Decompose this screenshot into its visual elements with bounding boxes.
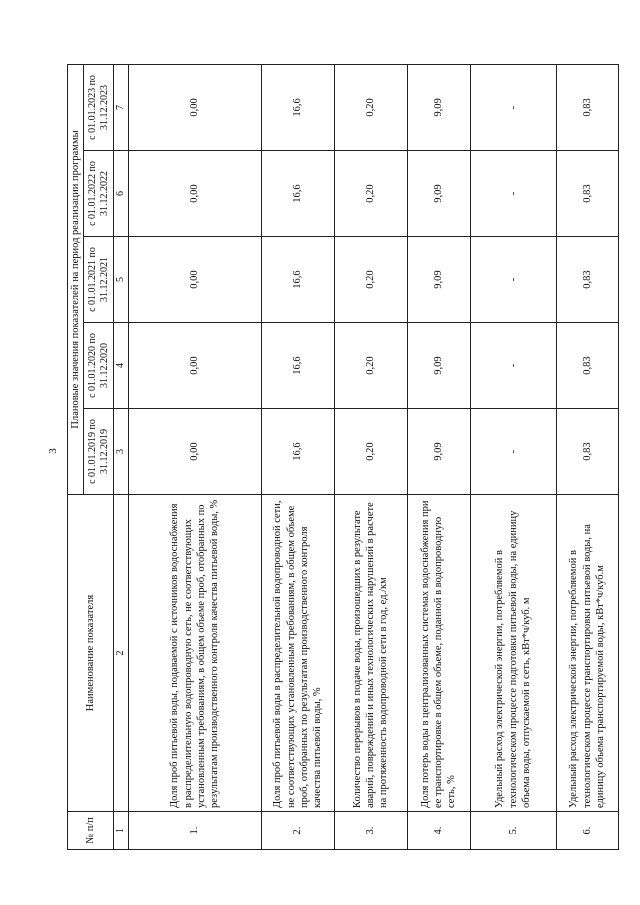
value-cell: 9,09 <box>407 323 470 409</box>
value-cell: 0,83 <box>556 151 618 237</box>
value-cell: 0,00 <box>128 409 261 495</box>
index-cell: 2 <box>114 495 129 812</box>
value-cell: 0,00 <box>128 64 261 150</box>
table-row <box>556 64 618 849</box>
row-number: 4. <box>407 812 470 850</box>
row-number: 3. <box>334 812 407 850</box>
value-cell: 16,6 <box>261 323 334 409</box>
row-number: 5. <box>470 812 556 850</box>
page-number: 3 <box>46 448 59 454</box>
value-cell: - <box>470 151 556 237</box>
period-header: с 01.01.2019 по 31.12.2019 <box>84 409 114 495</box>
value-cell: 0,83 <box>556 323 618 409</box>
value-cell: 0,83 <box>556 64 618 150</box>
indicator-name: Доля проб питьевой воды в распределительной водопроводной сети, не соответствующих установленным требованиям, в общем объеме проб, отобранных по результатам производственного контроля качества питьевой воды, % <box>261 495 334 812</box>
value-cell: 9,09 <box>407 237 470 323</box>
value-cell: 16,6 <box>261 409 334 495</box>
value-cell: - <box>470 409 556 495</box>
value-cell: 9,09 <box>407 151 470 237</box>
value-cell: - <box>470 64 556 150</box>
value-cell: 0,83 <box>556 409 618 495</box>
indicator-name: Доля проб питьевой воды, подаваемой с источников водоснабжения в распределительную водопроводную сеть, не соответствующих установленным требованиям, в общем объеме проб, отобранных по результатам производственного контроля качества питьевой воды, % <box>128 495 261 812</box>
period-header: с 01.01.2022 по 31.12.2022 <box>84 151 114 237</box>
indicators-table <box>67 64 619 850</box>
period-header: с 01.01.2020 по 31.12.2020 <box>84 323 114 409</box>
value-cell: 16,6 <box>261 237 334 323</box>
indicator-name: Доля потерь воды в централизованных системах водоснабжения при ее транспортировке в общем объеме, поданной в водопроводную сеть, % <box>407 495 470 812</box>
index-cell: 5 <box>114 237 129 323</box>
value-cell: 0,00 <box>128 323 261 409</box>
index-cell: 3 <box>114 409 129 495</box>
indicator-name: Удельный расход электрической энергии, потребляемой в технологическом процессе транспортировки питьевой воды, на единицу объема транспортируемой воды, кВт*ч/куб.м <box>556 495 618 812</box>
value-cell: 0,20 <box>334 409 407 495</box>
row-number: 1. <box>128 812 261 850</box>
value-cell: 0,00 <box>128 237 261 323</box>
row-number: 6. <box>556 812 618 850</box>
value-cell: 0,20 <box>334 151 407 237</box>
rotated-table-frame <box>67 65 640 844</box>
index-cell: 6 <box>114 151 129 237</box>
indicator-name: Удельный расход электрической энергии, потребляемой в технологическом процессе подготовки питьевой воды, на единицу объема воды, отпускаемой в сеть, кВт*ч/куб. м <box>470 495 556 812</box>
col-num-header: № п/п <box>68 812 114 850</box>
value-cell: - <box>470 237 556 323</box>
period-header: с 01.01.2023 по 31.12.2023 <box>84 64 114 150</box>
value-cell: 0,20 <box>334 323 407 409</box>
value-cell: 9,09 <box>407 409 470 495</box>
row-number: 2. <box>261 812 334 850</box>
value-cell: 0,00 <box>128 151 261 237</box>
table-row <box>334 64 407 849</box>
index-cell: 4 <box>114 323 129 409</box>
indicator-name: Количество перерывов в подаче воды, произошедших в результате аварий, повреждений и иных технологических нарушений в расчете на протяженность водопроводной сети в год, ед./км <box>334 495 407 812</box>
value-cell: 0,20 <box>334 237 407 323</box>
group-header: Плановые значения показателей на период реализации программы <box>68 64 84 494</box>
value-cell: 0,83 <box>556 237 618 323</box>
col-name-header: Наименование показателя <box>68 495 114 812</box>
table-row <box>407 64 470 849</box>
table-row <box>470 64 556 849</box>
value-cell: 16,6 <box>261 64 334 150</box>
value-cell: 16,6 <box>261 151 334 237</box>
value-cell: 0,20 <box>334 64 407 150</box>
value-cell: - <box>470 323 556 409</box>
index-cell: 7 <box>114 64 129 150</box>
indicators-table-wrapper <box>67 65 617 850</box>
index-cell: 1 <box>114 812 129 850</box>
value-cell: 9,09 <box>407 64 470 150</box>
period-header: с 01.01.2021 по 31.12.2021 <box>84 237 114 323</box>
table-row <box>128 64 261 849</box>
table-row <box>261 64 334 849</box>
